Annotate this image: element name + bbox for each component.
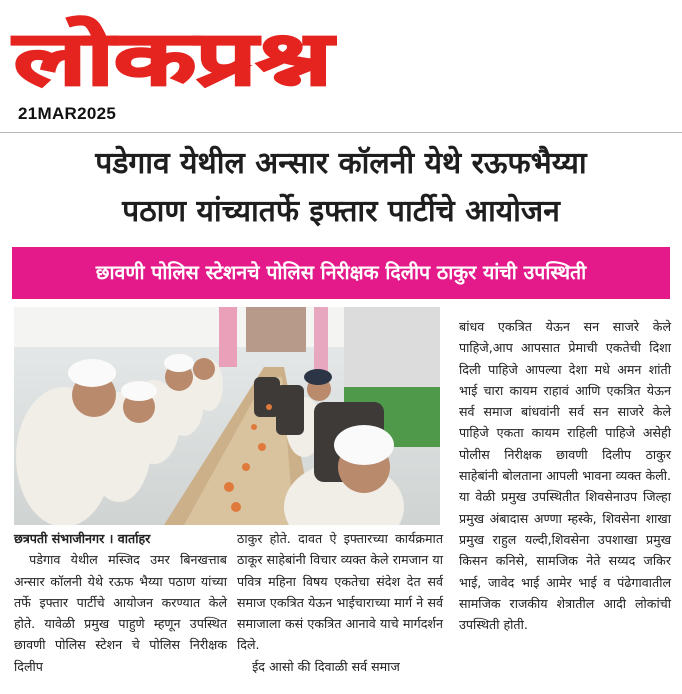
masthead <box>0 0 682 132</box>
divider <box>0 132 682 133</box>
article-column-1 <box>14 528 227 677</box>
article-text: ठाकुर होते. दावत ऐ इफ्तारच्या कार्यक्रमात ठाकूर साहेबांनी विचार व्यक्त केले रामजान या पवित्र महिना विषय एकतेचा संदेश देत सर्व समाज एकत्रित येऊन भाईचाराच्या मार्ग ने सर्व समाजाला कसं एकत्रित आनावे याचे मार्गदर्शन दिले. <box>237 531 443 653</box>
logo-icon <box>10 2 340 102</box>
newspaper-logo <box>10 2 340 102</box>
headline-line-2: पठाण यांच्यातर्फे इफ्तार पार्टीचे आयोजन <box>122 194 560 229</box>
article-column-2 <box>237 528 443 677</box>
article-text: बांधव एकत्रित येऊन सन साजरे केले पाहिजे,आप आपसात प्रेमाची एकतेची दिशा दिली पाहिजे आपल्या देशा मधे अमन शांती भाई चारा कायम राहावं आणि एकत्रित येऊन सर्व समाज बांधवांनी सर्व सन साजरे केले पाहिजे एकता कायम राहिली पाहिजे असेही पोलीस निरीक्षक छावणी दिलीप ठाकुर साहेबांनी बोलताना आपली भावना व्यक्त केली. या वेळी प्रमुख उपस्थितीत शिवसेनाउप जिल्हा प्रमुख अंबादास अण्णा म्हस्के, शिवसेना शाखा प्रमुख राहुल यल्दी,शिवसेना उपशाखा प्रमुख किसन कनिसे, सामजिक नेते सय्यद जकिर भाई, जावेद भाई आमेर भाई व पंढेगावातील सामजिक राजकीय शेत्रातील आदी लोकांची उपस्थिती होती. <box>459 319 671 633</box>
iftar-gathering-photo <box>14 307 440 525</box>
subheadline-banner: छावणी पोलिस स्टेशनचे पोलिस निरीक्षक दिलीप ठाकुर यांची उपस्थिती <box>12 247 670 299</box>
article-text-tail: ईद आसो की दिवाळी सर्व समाज <box>252 658 400 674</box>
logo-text: लोकप्रश्न <box>11 16 336 102</box>
edition-date: 21MAR2025 <box>18 104 117 123</box>
headline-line-1: पडेगाव येथील अन्सार कॉलनी येथे रऊफभैय्या <box>95 146 587 181</box>
byline: छत्रपती संभाजीनगर । वार्ताहर <box>14 531 151 546</box>
article-column-3 <box>459 316 671 635</box>
headline <box>0 140 682 236</box>
article-text: पडेगाव येथील मस्जिद उमर बिनखत्ताब अन्सार कॉलनी येथे रऊफ भैय्या पठाण यांच्या तर्फे इफ्तार पार्टीचे आयोजन करण्यात केले होते. यावेळी प्रमुख पाहुणे म्हणून उपस्थित छावणी पोलिस स्टेशन चे पोलिस निरीक्षक दिलीप <box>14 552 227 674</box>
